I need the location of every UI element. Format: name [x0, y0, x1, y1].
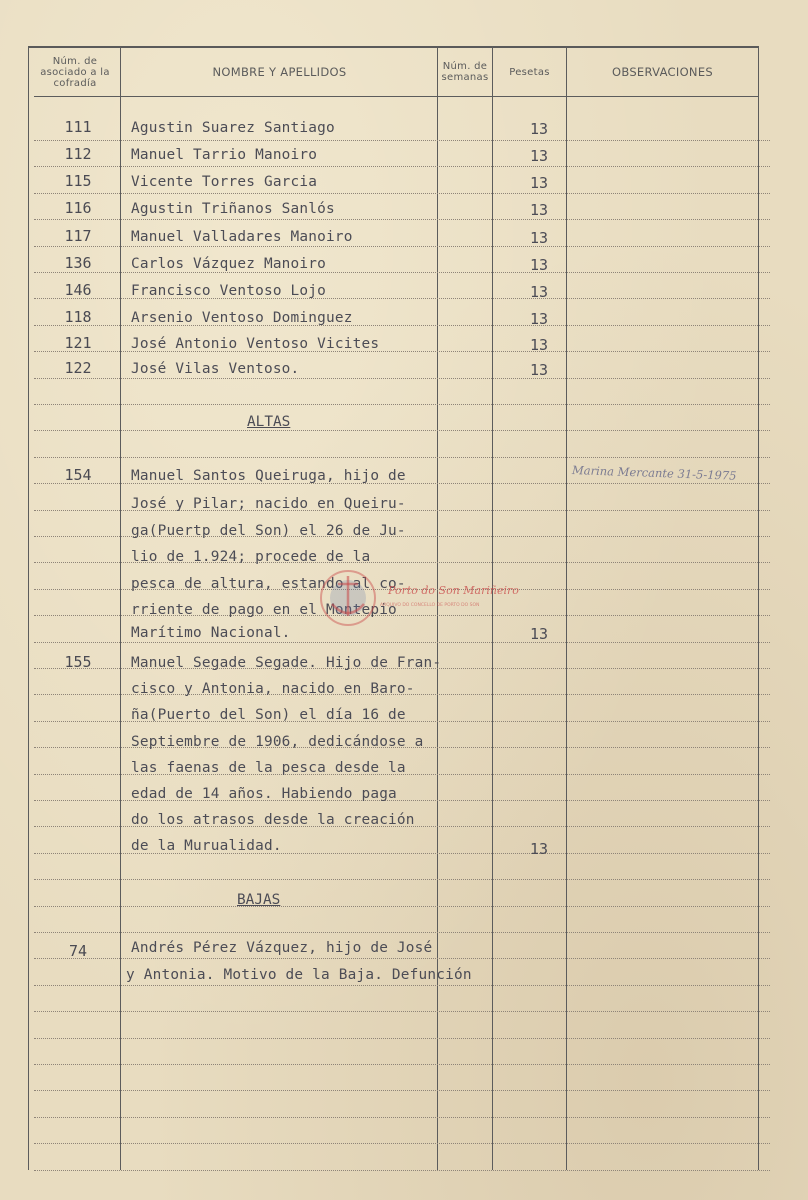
alta-number: 154	[64, 466, 92, 484]
bajas-heading: BAJAS	[237, 892, 281, 908]
member-number: 122	[64, 359, 92, 377]
ruled-line	[34, 906, 770, 907]
table-right-border	[758, 46, 759, 1170]
ruled-line	[34, 1064, 770, 1065]
alta-text-line: las faenas de la pesca desde la	[131, 760, 406, 776]
member-pesetas: 13	[529, 283, 549, 301]
member-pesetas: 13	[529, 201, 549, 219]
column-divider	[120, 46, 121, 1170]
alta-pesetas: 13	[529, 840, 549, 858]
archive-stamp	[310, 560, 519, 630]
member-pesetas: 13	[529, 336, 549, 354]
alta-text-line: cisco y Antonia, nacido en Baro-	[131, 681, 415, 697]
member-name: Carlos Vázquez Manoiro	[131, 256, 327, 272]
ruled-line	[34, 430, 770, 431]
member-pesetas: 13	[529, 174, 549, 192]
member-name: Agustin Triñanos Sanlós	[131, 201, 335, 217]
ruled-line	[34, 1143, 770, 1144]
member-name: Manuel Tarrio Manoiro	[131, 147, 318, 163]
member-pesetas: 13	[529, 256, 549, 274]
header-pesetas: Pesetas	[509, 66, 550, 78]
ruled-line	[34, 1117, 770, 1118]
alta-text-line: ga(Puertp del Son) el 26 de Ju-	[131, 523, 406, 539]
member-number: 115	[64, 172, 92, 190]
alta-text-line: Septiembre de 1906, dedicándose a	[131, 734, 424, 750]
member-number: 116	[64, 199, 92, 217]
stamp-subtitle: ARQUIVO DO CONCELLO DE PORTO DO SON	[380, 603, 480, 608]
alta-number: 155	[64, 653, 92, 671]
member-name: Francisco Ventoso Lojo	[131, 283, 327, 299]
header-nombre: NOMBRE Y APELLIDOS	[212, 65, 347, 79]
alta-text-line: José y Pilar; nacido en Queiru-	[131, 496, 406, 512]
member-pesetas: 13	[529, 310, 549, 328]
ruled-line	[34, 1090, 770, 1091]
alta-text-line: do los atrasos desde la creación	[131, 812, 415, 828]
alta-text-line: rriente de pago en el Montepio	[131, 602, 397, 618]
alta-text-line: ña(Puerto del Son) el día 16 de	[131, 707, 406, 723]
member-number: 136	[64, 254, 92, 272]
alta-text-line: pesca de altura, estando al co-	[131, 576, 406, 592]
member-number: 117	[64, 227, 92, 245]
alta-text-line: Manuel Segade Segade. Hijo de Fran-	[131, 655, 442, 671]
alta-text-line: Marítimo Nacional.	[131, 625, 291, 641]
ruled-line	[34, 879, 770, 880]
ruled-line	[34, 642, 770, 643]
header-num-asociado: Núm. de asociado a la cofradía	[40, 55, 110, 89]
member-number: 112	[64, 145, 92, 163]
member-number: 121	[64, 334, 92, 352]
member-number: 111	[64, 118, 92, 136]
member-name: Manuel Valladares Manoiro	[131, 229, 353, 245]
ruled-line	[34, 193, 770, 194]
ruled-line	[34, 246, 770, 247]
alta-text-line: Manuel Santos Queiruga, hijo de	[131, 468, 406, 484]
member-name: Agustin Suarez Santiago	[131, 120, 335, 136]
ruled-line	[34, 404, 770, 405]
table-left-border	[28, 46, 29, 1170]
header-observaciones: OBSERVACIONES	[611, 65, 713, 79]
header-num-semanas: Núm. de semanas	[441, 61, 489, 83]
baja-text-line: Andrés Pérez Vázquez, hijo de José	[131, 940, 433, 956]
ruled-line	[34, 219, 770, 220]
baja-number: 74	[68, 942, 88, 960]
member-name: José Antonio Ventoso Vicites	[131, 336, 380, 352]
member-pesetas: 13	[529, 147, 549, 165]
member-name: Arsenio Ventoso Dominguez	[131, 310, 353, 326]
ruled-line	[34, 140, 770, 141]
member-pesetas: 13	[529, 120, 549, 138]
alta-text-line: edad de 14 años. Habiendo paga	[131, 786, 397, 802]
member-pesetas: 13	[529, 361, 549, 379]
ruled-line	[34, 457, 770, 458]
header-rule	[34, 96, 759, 97]
member-name: Vicente Torres Garcia	[131, 174, 318, 190]
ruled-line	[34, 958, 770, 959]
member-pesetas: 13	[529, 229, 549, 247]
table-top-border	[28, 46, 759, 48]
stamp-title: Porto do Son Mariñeiro	[388, 584, 519, 597]
alta-pesetas: 13	[529, 625, 549, 643]
altas-heading: ALTAS	[247, 414, 291, 430]
ruled-line	[34, 1038, 770, 1039]
ruled-line	[34, 272, 770, 273]
alta-text-line: de la Murualidad.	[131, 838, 282, 854]
ruled-line	[34, 932, 770, 933]
alta-text-line: lio de 1.924; procede de la	[131, 549, 371, 565]
ruled-line	[34, 985, 770, 986]
anchor-icon	[310, 560, 519, 630]
ruled-line	[34, 1170, 770, 1171]
member-number: 146	[64, 281, 92, 299]
baja-text-line: y Antonia. Motivo de la Baja. Defunción	[126, 967, 472, 983]
ruled-line	[34, 166, 770, 167]
ruled-line	[34, 378, 770, 379]
ruled-line	[34, 1011, 770, 1012]
observation-handwritten: Marina Mercante 31-5-1975	[571, 463, 737, 483]
member-number: 118	[64, 308, 92, 326]
member-name: José Vilas Ventoso.	[131, 361, 300, 377]
